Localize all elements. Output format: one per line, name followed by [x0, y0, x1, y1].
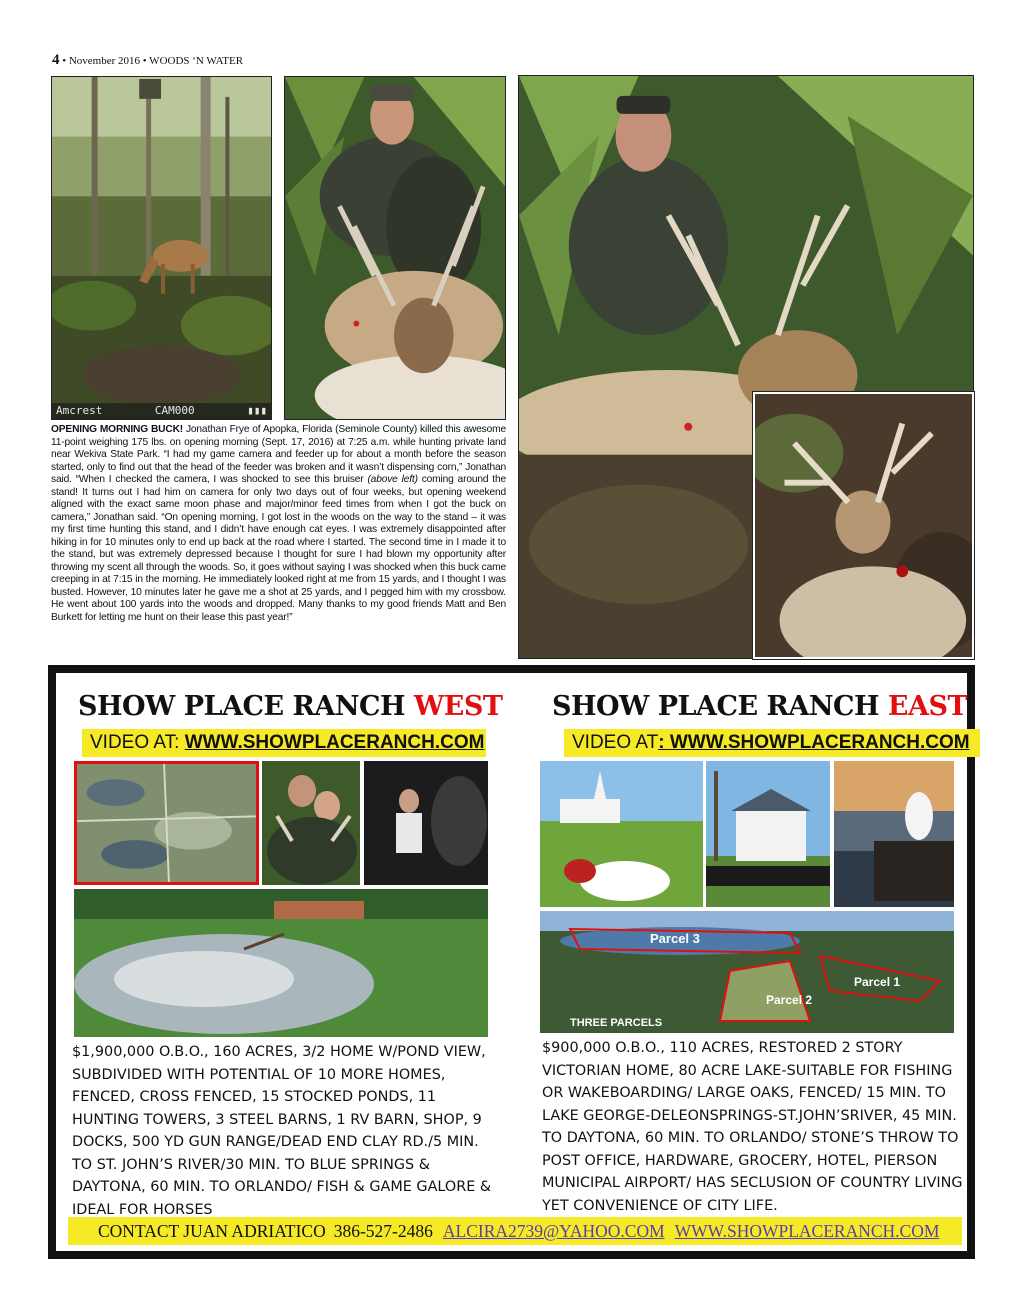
east-victorian-home-photo	[706, 761, 830, 907]
east-dock-photo	[834, 761, 954, 907]
west-video-link[interactable]: WWW.SHOWPLACERANCH.COM	[184, 732, 485, 753]
dock-sunset-image	[834, 761, 954, 907]
contact-email-link[interactable]: ALCIRA2739@YAHOO.COM	[442, 1221, 665, 1241]
advertisement-panel	[56, 673, 970, 1251]
caption-body-2: coming around the stand! It turns out I had him on camera for only two days out of four weeks, but opening weekend aligned with the exact same moon phase and major/minor feed times from when I got the buck on camera,” Jonathan said. “On opening morning, I got lost in the woods on the way to the stand – it was my first time hunting this stand, and I didn’t have enough cat eyes. I was extremely disappointed after hiking in for 10 minutes only to end up back at the road where I started. The second time in I made it to the stand, but was extremely depressed because I thought for sure I had blown my opportunity after throwing my scent all through the woods. So, it goes without saying I was shocked when this buck came creeping in at 7:15 in the morning. He immediately looked right at me from 15 yards, and I thought I was busted. However, 10 minutes later he gave me a shot at 25 yards, and I pegged him with my crossbow. He went about 100 yards into the woods and dropped. Many thanks to my good friends Matt and Ben Burkett for letting me hunt on their lease this past year!”	[51, 474, 506, 623]
trail-camera-photo	[51, 76, 272, 420]
east-listing-description: $900,000 O.B.O., 110 ACRES, RESTORED 2 STORY VICTORIAN HOME, 80 ACRE LAKE-SUITABLE FOR FISHING OR WAKEBOARDING/ LARGE OAKS, FENCED/ 15 MIN. TO LAKE GEORGE-DELEONSPRINGS-ST.JOHN’SRIVER, 45 MIN. TO DAYTONA, 60 MIN. TO ORLANDO/ STONE’S THROW TO POST OFFICE, HARDWARE, GROCERY, HOTEL, PIERSON MUNICIPAL AIRPORT/ HAS SECLUSION OF COUNTRY LIVING YET CONVENIENCE OF CITY LIFE.	[542, 1040, 963, 1214]
parcels-aerial-image	[540, 911, 954, 1033]
hunters-image	[262, 761, 360, 885]
parcel-3-label: Parcel 3	[650, 931, 700, 946]
west-listing-description: $1,900,000 O.B.O., 160 ACRES, 3/2 HOME W/POND VIEW, SUBDIVIDED WITH POTENTIAL OF 10 MORE HOMES, FENCED, CROSS FENCED, 15 STOCKED PONDS, 11 HUNTING TOWERS, 3 STEEL BARNS, 1 RV BARN, SHOP, 9 DOCKS, 500 YD GUN RANGE/DEAD END CLAY RD./5 MIN. TO ST. JOHN’S RIVER/30 MIN. TO BLUE SPRINGS & DAYTONA, 60 MIN. TO ORLANDO/ FISH & GAME GALORE & IDEAL FOR HORSES	[72, 1044, 492, 1218]
contact-banner	[68, 1217, 962, 1245]
caption-italic: (above left)	[367, 474, 418, 485]
hunter-photo-left	[284, 76, 506, 420]
east-ranch-title	[552, 691, 967, 722]
pond-image	[74, 889, 488, 1037]
battery-icon: ▮▮▮	[247, 404, 267, 417]
contact-website-link[interactable]: WWW.SHOWPLACERANCH.COM	[674, 1221, 940, 1241]
camera-brand: Amcrest	[56, 404, 103, 417]
east-video-link[interactable]: : WWW.SHOWPLACERANCH.COM	[658, 732, 970, 753]
church-wedding-image	[540, 761, 703, 907]
buck-closeup-image	[755, 394, 972, 657]
photo-caption	[51, 424, 506, 624]
three-parcels-label: THREE PARCELS	[570, 1017, 663, 1029]
east-video-label: VIDEO AT	[572, 732, 659, 753]
parcel-1-label: Parcel 1	[854, 975, 901, 989]
west-title-accent: WEST	[413, 691, 503, 722]
caption-headline: OPENING MORNING BUCK!	[51, 424, 184, 435]
horse-image	[364, 761, 488, 885]
victorian-home-image	[706, 761, 830, 907]
west-pond-photo	[74, 889, 488, 1037]
aerial-map-image	[77, 764, 256, 882]
ranch-advertisement	[48, 665, 975, 1259]
east-title-main: SHOW PLACE RANCH	[552, 691, 888, 722]
buck-closeup-photo	[753, 392, 974, 659]
west-aerial-map-photo	[74, 761, 259, 885]
contact-phone: 386-527-2486	[333, 1221, 433, 1241]
camera-id: CAM000	[154, 404, 195, 417]
east-church-photo	[540, 761, 703, 907]
trail-camera-image	[52, 77, 271, 419]
caption-body-1: Jonathan Frye of Apopka, Florida (Seminole County) killed this awesome 11-point weighing 175 lbs. on opening morning (Sept. 17, 2016) at 7:25 a.m. while hunting private land near Wekiva State Park. “I had my game camera and feeder up for about a month before the season started, only to find out that the head of the feeder was broken and it wasn’t dispensing corn,” Jonathan said. “When I checked the camera, I was shocked to see this bruiser	[51, 424, 506, 485]
hunter-with-buck-image	[285, 77, 505, 419]
west-hunters-photo	[262, 761, 360, 885]
parcel-2-label: Parcel 2	[766, 993, 813, 1007]
west-horse-photo	[364, 761, 488, 885]
west-title-main: SHOW PLACE RANCH	[78, 691, 414, 722]
contact-label: CONTACT JUAN ADRIATICO	[98, 1221, 326, 1241]
west-ranch-title	[78, 691, 502, 722]
camera-overlay	[56, 404, 267, 417]
header-line: • November 2016 • WOODS ‘N WATER	[59, 55, 244, 67]
east-parcels-aerial-photo	[540, 911, 954, 1033]
west-video-label: VIDEO AT:	[90, 732, 185, 753]
page-header	[52, 52, 243, 69]
west-video-banner	[82, 729, 486, 757]
east-title-accent: EAST	[887, 691, 968, 722]
page-number: 4	[52, 52, 60, 68]
east-video-banner	[564, 729, 980, 757]
